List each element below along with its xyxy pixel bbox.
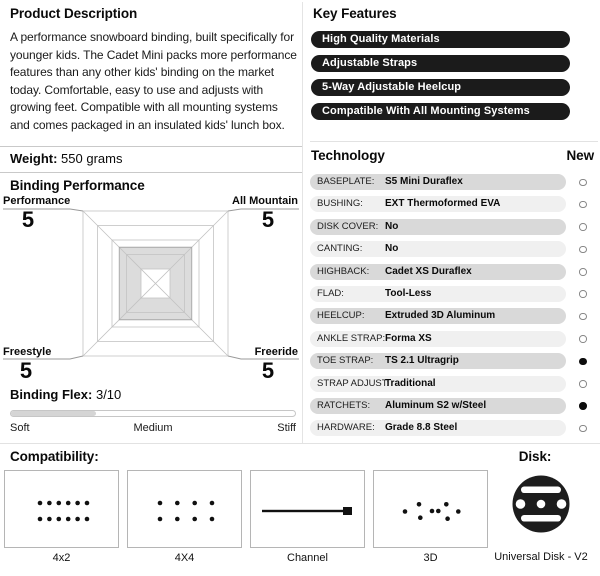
divider [0,443,600,444]
technology-row-value: Grade 8.8 Steel [385,422,458,434]
radar-label-freeride: Freeride [254,346,298,358]
new-indicator-filled-icon [579,402,587,410]
technology-row [310,241,598,257]
new-indicator-empty-icon [579,246,587,254]
technology-row [310,420,598,436]
technology-row-pill [310,331,566,347]
radar-value-all-mountain: 5 [261,207,275,232]
technology-rows [310,174,598,443]
technology-row-label: STRAP ADJUST: [317,377,390,389]
technology-row-value: Cadet XS Duraflex [385,265,472,277]
divider [0,146,302,147]
technology-row-label: BASEPLATE: [317,176,375,187]
divider [0,172,302,173]
key-feature-bar: High Quality Materials [311,31,570,48]
technology-row-label: DISK COVER: [317,220,379,232]
technology-row-pill [310,308,566,324]
technology-row-label: TOE STRAP: [317,355,374,367]
pattern-3d-icon [374,471,487,547]
technology-row [310,174,598,190]
new-indicator-empty-icon [579,425,587,433]
technology-row-pill [310,219,566,235]
radar-chart-grid [83,211,228,356]
technology-row-label: RATCHETS: [317,399,371,411]
disk-label: Universal Disk - V2 [494,551,588,563]
technology-row-pill [310,398,566,414]
technology-title: Technology [311,148,385,163]
binding-performance-title: Binding Performance [10,178,145,193]
technology-row-value: Aluminum S2 w/Steel [385,399,487,411]
technology-row-pill [310,264,566,280]
technology-row-label: ANKLE STRAP: [317,332,386,344]
technology-row [310,376,598,392]
radar-value-performance: 5 [21,207,35,232]
universal-disk-icon [505,472,577,536]
technology-row-label: HIGHBACK: [317,265,370,277]
key-feature-bar: Compatible With All Mounting Systems [311,103,570,120]
flex-meter-fill [11,411,96,416]
weight-value: 550 grams [61,151,123,166]
technology-row-pill [310,241,566,257]
new-indicator-empty-icon [579,335,587,343]
technology-row-label: FLAD: [317,287,344,299]
flex-scale-stiff: Stiff [277,422,296,434]
technology-row [310,196,598,212]
radar-label-all-mountain: All Mountain [232,195,298,207]
technology-row [310,308,598,324]
compat-box-channel [250,470,365,548]
compat-box-4x2 [4,470,119,548]
flex-scale-soft: Soft [10,422,30,434]
radar-label-freestyle: Freestyle [3,346,52,358]
flex-meter-track [10,410,296,417]
technology-row-value: S5 Mini Duraflex [385,176,463,187]
pattern-channel-icon [251,471,364,547]
new-indicator-empty-icon [579,223,587,231]
compat-label-4x4: 4X4 [174,552,195,564]
technology-row-value: Traditional [385,377,436,389]
column-divider [302,2,303,443]
technology-row-value: No [385,220,399,232]
technology-row-label: BUSHING: [317,198,363,210]
weight-row [10,151,122,166]
compat-label-3d: 3D [423,552,438,564]
key-features-title: Key Features [313,6,397,21]
technology-row [310,353,598,369]
pattern-4x4-icon [128,471,241,547]
technology-row [310,286,598,302]
technology-row-label: CANTING: [317,243,363,255]
technology-row-pill [310,353,566,369]
key-feature-bar: 5-Way Adjustable Heelcup [311,79,570,96]
divider [310,141,598,142]
technology-row-value: TS 2.1 Ultragrip [385,355,459,367]
technology-row-value: Forma XS [385,332,432,344]
binding-flex-label: Binding Flex: [10,387,93,402]
new-indicator-empty-icon [579,313,587,321]
technology-row-label: HEELCUP: [317,310,365,322]
technology-row-pill [310,196,566,212]
technology-row-pill [310,286,566,302]
disk-title: Disk: [518,449,552,464]
new-indicator-empty-icon [579,290,587,298]
radar-value-freeride: 5 [261,358,275,383]
pattern-4x2-icon [5,471,118,547]
technology-row [310,398,598,414]
binding-flex-row [10,387,121,402]
technology-row-value: Extruded 3D Aluminum [385,310,496,322]
compat-box-3d [373,470,488,548]
technology-row-pill [310,376,566,392]
technology-row-value: Tool-Less [385,287,432,299]
new-indicator-empty-icon [579,201,587,209]
compat-box-4x4 [127,470,242,548]
technology-row-label: HARDWARE: [317,422,375,434]
new-indicator-empty-icon [579,179,587,187]
flex-scale-medium: Medium [133,422,173,434]
technology-row-value: No [385,243,399,255]
technology-row [310,264,598,280]
weight-label: Weight: [10,151,58,166]
product-description-body: A performance snowboard binding, built specifically for younger kids. The Cadet Mini packs more performance features than any other kids' binding on the market today. Comfortable, easy to use and adjusts with growing feet. Compatible with all mounting systems and comes packaged in an insulated kids' lunch box. [10,30,297,132]
technology-row [310,331,598,347]
new-indicator-empty-icon [579,380,587,388]
key-features-list [311,31,570,127]
radar-label-performance: Performance [3,195,71,207]
compat-label-4x2: 4x2 [52,552,71,564]
product-description-title: Product Description [10,6,138,21]
new-indicator-empty-icon [579,268,587,276]
technology-new-header: New [566,148,594,163]
key-feature-bar: Adjustable Straps [311,55,570,72]
new-indicator-filled-icon [579,358,587,366]
compatibility-title: Compatibility: [10,449,99,464]
technology-row [310,219,598,235]
compat-label-channel: Channel [287,552,328,564]
radar-value-freestyle: 5 [19,358,33,383]
binding-flex-value: 3/10 [95,387,122,402]
technology-row-value: EXT Thermoformed EVA [385,198,501,210]
technology-row-pill [310,174,566,190]
technology-row-pill [310,420,566,436]
